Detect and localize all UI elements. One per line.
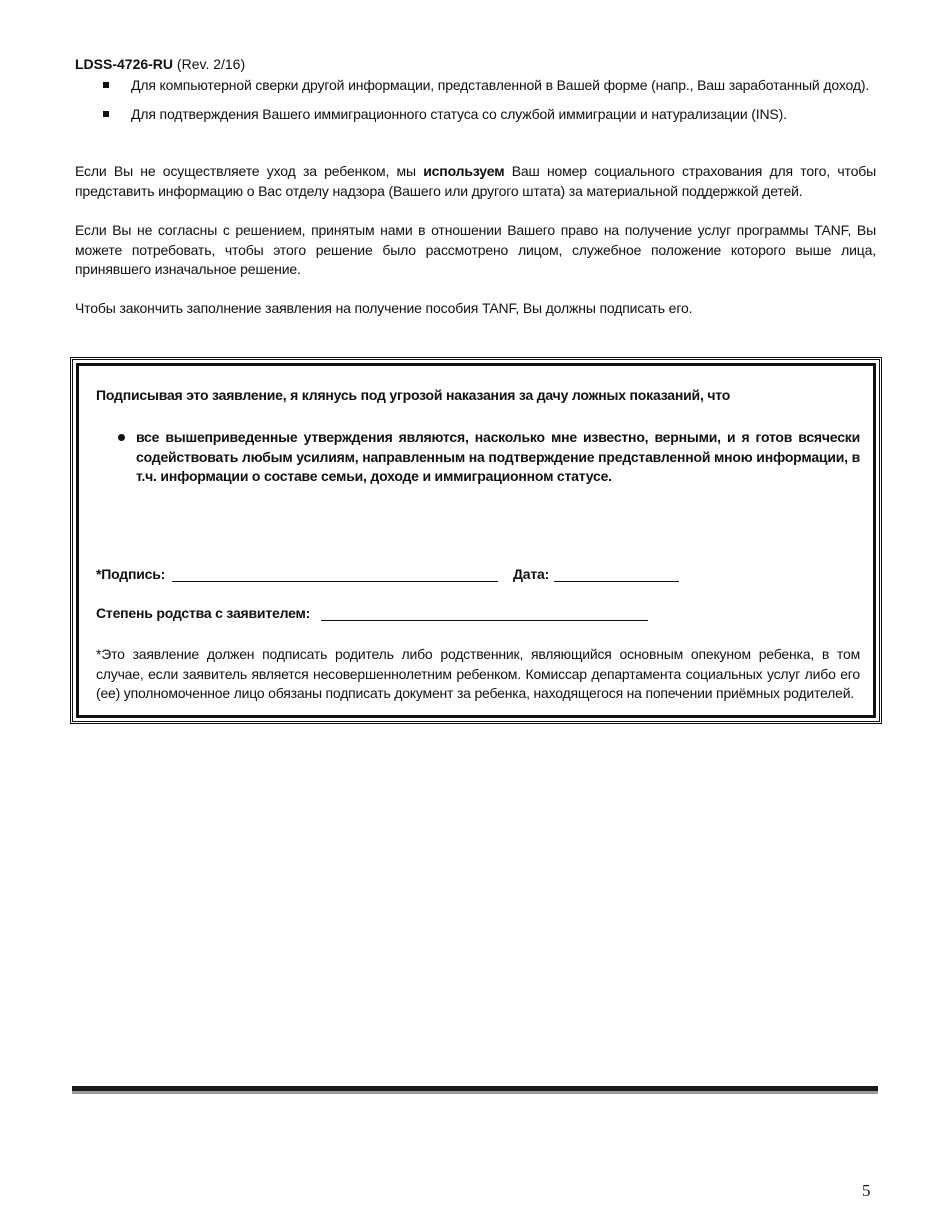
purpose-list bbox=[75, 76, 876, 124]
footer-rule-shadow bbox=[72, 1091, 878, 1094]
form-id: LDSS-4726-RU bbox=[75, 56, 174, 72]
appeal-paragraph: Если Вы не согласны с решением, принятым нами в отношении Вашего право на получение услуг программы TANF, Вы можете потребовать, чтобы этого решение было рассмотрено лицом, служебное положение которого выше лица, принявшего изначальное решение. bbox=[75, 222, 876, 277]
oath-statement: Подписывая это заявление, я клянусь под угрозой наказания за дачу ложных показаний, что bbox=[96, 387, 731, 403]
round-bullet-icon bbox=[118, 434, 125, 441]
square-bullet-icon bbox=[103, 82, 109, 88]
oath-bullet-text: все вышеприведенные утверждения являются, насколько мне известно, верными, и я готов всячески содействовать любым усилиям, направленным на подтверждение представленной мною информации, в т.ч. информации о составе семьи, доходе и иммиграционном статусе. bbox=[136, 429, 860, 484]
ssn-text-bold: используем bbox=[423, 163, 505, 179]
form-header bbox=[75, 56, 245, 73]
date-label: Дата: bbox=[513, 566, 550, 582]
signature-label: *Подпись: bbox=[96, 566, 166, 582]
signature-note: *Это заявление должен подписать родитель либо родственник, являющийся основным опекуном ребенка, в том случае, если заявитель является несовершеннолетним ребенком. Комиссар департамента социальных услуг либо его (ее) уполномоченное лицо обязаны подписать документ за ребенка, находящегося на попечении приёмных родителей. bbox=[96, 646, 860, 701]
finish-paragraph: Чтобы закончить заполнение заявления на получение пособия TANF, Вы должны подписать его. bbox=[75, 300, 693, 316]
ssn-text-end: Ваш номер социального страхования для того, чтобы представить информацию о Вас отделу надзора (Вашего или другого штата) за материальной поддержкой детей. bbox=[75, 163, 876, 199]
page-number: 5 bbox=[862, 1181, 871, 1200]
list-item bbox=[75, 105, 876, 125]
relationship-line[interactable] bbox=[321, 620, 648, 621]
ssn-paragraph bbox=[75, 162, 876, 201]
signature-line[interactable] bbox=[172, 581, 498, 582]
square-bullet-icon bbox=[103, 111, 109, 117]
list-item bbox=[75, 76, 876, 96]
ssn-text-start: Если Вы не осуществляете уход за ребенком, мы bbox=[75, 163, 424, 179]
list-item-text: Для подтверждения Вашего иммиграционного статуса со службой иммиграции и натурализации (INS). bbox=[131, 105, 787, 122]
date-line[interactable] bbox=[554, 581, 679, 582]
list-item-text: Для компьютерной сверки другой информации, представленной в Вашей форме (напр., Ваш заработанный доход). bbox=[131, 77, 870, 93]
relationship-label: Степень родства с заявителем: bbox=[96, 605, 311, 621]
form-revision: (Rev. 2/16) bbox=[176, 56, 246, 72]
